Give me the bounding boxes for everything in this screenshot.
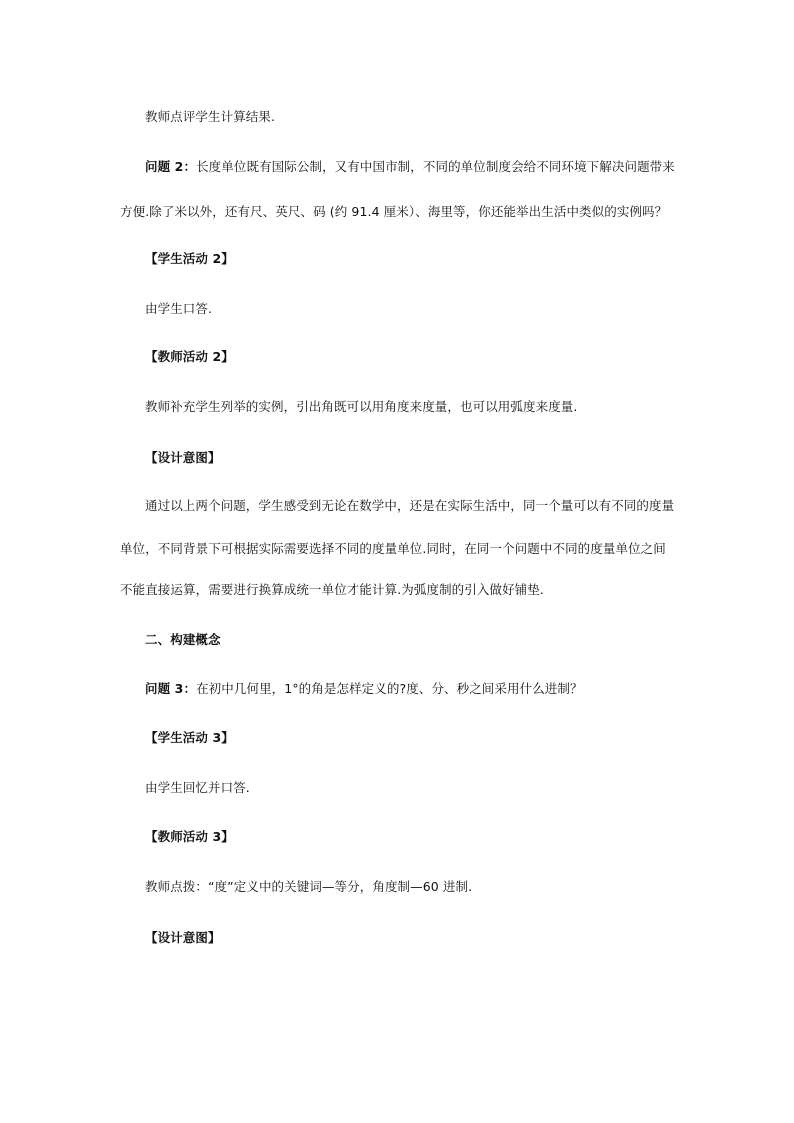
paragraph-student-activity-2: 由学生口答. xyxy=(145,301,213,316)
question-2-label: 问题 2： xyxy=(145,159,197,174)
question-3-line xyxy=(145,680,583,698)
heading-student-activity-2: 【学生活动 2】 xyxy=(145,251,234,266)
heading-teacher-activity-3: 【教师活动 3】 xyxy=(145,829,234,844)
heading-student-activity-3: 【学生活动 3】 xyxy=(145,730,234,745)
heading-design-intent-1: 【设计意图】 xyxy=(145,450,221,465)
section-title-build-concept: 二、构建概念 xyxy=(145,632,221,647)
paragraph-teacher-comment: 教师点评学生计算结果. xyxy=(145,109,276,124)
heading-teacher-activity-2: 【教师活动 2】 xyxy=(145,349,234,364)
paragraph-design-intent-1-line-1: 通过以上两个问题，学生感受到无论在数学中，还是在实际生活中，同一个量可以有不同的度量 xyxy=(145,498,675,513)
paragraph-design-intent-1-line-2: 单位，不同背景下可根据实际需要选择不同的度量单位.同时，在同一个问题中不同的度量单位之间 xyxy=(120,541,666,556)
question-2-line-1 xyxy=(145,158,675,176)
paragraph-teacher-activity-2: 教师补充学生列举的实例，引出角既可以用角度来度量，也可以用弧度来度量. xyxy=(145,399,578,414)
paragraph-design-intent-1-line-3: 不能直接运算，需要进行换算成统一单位才能计算.为弧度制的引入做好铺垫. xyxy=(120,582,544,597)
paragraph-teacher-activity-3: 教师点拨：“度”定义中的关键词—等分，角度制—60 进制. xyxy=(145,879,473,894)
heading-design-intent-2: 【设计意图】 xyxy=(145,930,221,945)
question-2-text-1: 长度单位既有国际公制，又有中国市制，不同的单位制度会给不同环境下解决问题带来 xyxy=(196,159,675,174)
question-2-line-2: 方便.除了米以外，还有尺、英尺、码 (约 91.4 厘米）、海里等，你还能举出生活中类似的实例吗？ xyxy=(120,204,668,219)
question-3-label: 问题 3： xyxy=(145,681,197,696)
question-3-text: 在初中几何里，1°的角是怎样定义的?度、分、秒之间采用什么进制？ xyxy=(196,681,583,696)
paragraph-student-activity-3: 由学生回忆并口答. xyxy=(145,780,250,795)
